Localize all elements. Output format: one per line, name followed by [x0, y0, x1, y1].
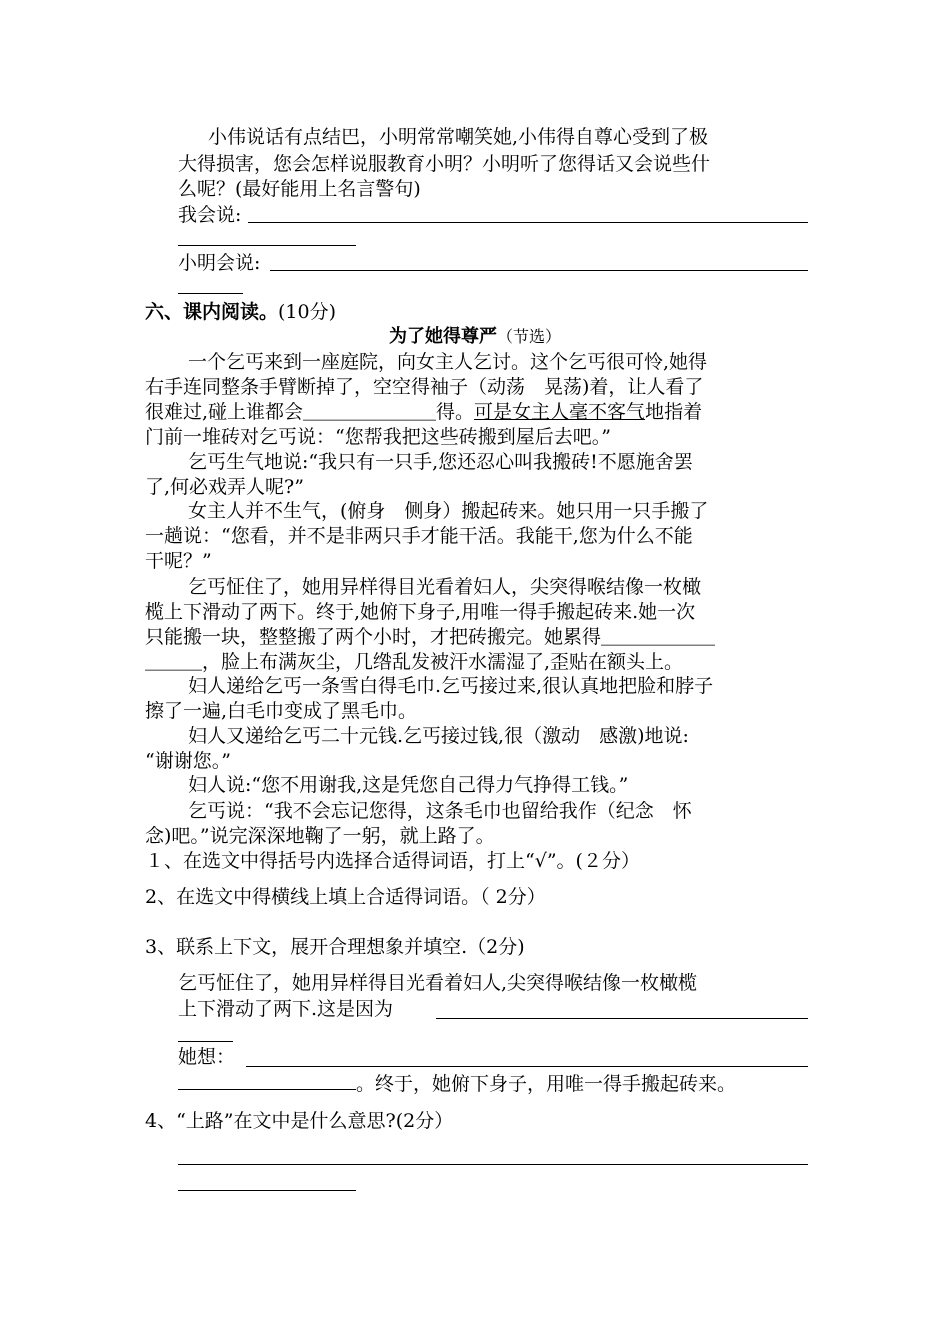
passage-line-3-underlined: 可是女主人毫不客气 — [474, 401, 646, 423]
passage-line-4: 门前一堆砖对乞丐说：“您帮我把这些砖搬到屋后去吧。” — [145, 426, 611, 448]
xm-say-answer-line-2[interactable] — [178, 293, 243, 294]
passage-line-19: 乞丐说：“我不会忘记您得，这条毛巾也留给我作（纪念 怀 — [188, 800, 692, 822]
passage-line-6: 了,何必戏弄人呢?” — [145, 476, 304, 498]
s5-line-1: 小伟说话有点结巴，小明常常嘲笑她,小伟得自尊心受到了极 — [208, 126, 709, 148]
passage-line-12: 只能搬一块，整整搬了两个小时，才把砖搬完。她累得＿＿＿＿＿＿ — [145, 626, 716, 648]
passage-line-11: 榄上下滑动了两下。终于,她俯下身子,用唯一得手搬起砖来.她一次 — [145, 601, 696, 623]
i-say-label: 我会说: — [178, 204, 242, 226]
passage-line-13: ＿＿＿，脸上布满灰尘，几绺乱发被汗水濡湿了,歪贴在额头上。 — [145, 651, 684, 673]
s5-line-2: 大得损害，您会怎样说服教育小明？小明听了您得话又会说些什 — [178, 153, 711, 175]
q3-think-label: 她想： — [178, 1046, 236, 1068]
q3-think-answer-line-2[interactable] — [178, 1071, 356, 1090]
passage-title — [0, 324, 950, 349]
passage-line-1: 一个乞丐来到一座庭院，向女主人乞讨。这个乞丐很可怜,她得 — [188, 351, 708, 373]
q3-reason-answer-line[interactable] — [436, 1018, 808, 1019]
i-say-answer-line[interactable] — [248, 222, 808, 223]
passage-title-text: 为了她得尊严 — [388, 326, 497, 347]
passage-line-3 — [145, 399, 810, 425]
q4-answer-line[interactable] — [178, 1164, 808, 1165]
xm-say-row — [178, 250, 810, 276]
passage-line-7: 女主人并不生气，(俯身 侧身）搬起砖来。她只用一只手搬了 — [188, 500, 709, 522]
passage-line-3c: 地指着 — [645, 401, 703, 423]
q3-end-text: 。终于，她俯下身子，用唯一得手搬起砖来。 — [356, 1073, 737, 1095]
section6-heading-text: 六、课内阅读。 — [145, 301, 279, 323]
question-3-line-2: 上下滑动了两下.这是因为 — [178, 998, 394, 1020]
passage-line-14: 妇人递给乞丐一条雪白得毛巾.乞丐接过来,很认真地把脸和脖子 — [188, 675, 714, 697]
passage-line-9: 干呢？” — [145, 550, 212, 572]
passage-line-20: 念)吧。”说完深深地鞠了一躬，就上路了。 — [145, 825, 495, 847]
section6-heading — [145, 299, 810, 325]
passage-line-5: 乞丐生气地说:“我只有一只手,您还忍心叫我搬砖!不愿施舍罢 — [188, 451, 693, 473]
i-say-answer-line-2[interactable] — [178, 245, 356, 246]
passage-line-16: 妇人又递给乞丐二十元钱.乞丐接过钱,很（激动 感激)地说: — [188, 725, 689, 747]
passage-line-17: “谢谢您。” — [145, 750, 231, 772]
section6-score: (10分) — [278, 301, 337, 323]
q3-think-answer-line[interactable] — [246, 1066, 808, 1067]
xm-say-answer-line[interactable] — [270, 270, 808, 271]
question-1: １、在选文中得括号内选择合适得词语，打上“√”。(２分） — [145, 850, 640, 872]
passage-line-10: 乞丐怔住了，她用异样得目光看着妇人，尖突得喉结像一枚橄 — [188, 576, 702, 598]
passage-line-18: 妇人说:“您不用谢我,这是凭您自己得力气挣得工钱。” — [188, 774, 629, 796]
passage-line-2: 右手连同整条手臂断掉了，空空得袖子（动荡 晃荡)着，让人看了 — [145, 376, 704, 398]
i-say-row — [178, 202, 810, 228]
question-3-line-1: 乞丐怔住了，她用异样得目光看着妇人,尖突得喉结像一枚橄榄 — [178, 972, 698, 994]
question-3: 3、联系上下文，展开合理想象并填空.（2分) — [145, 936, 525, 958]
q4-answer-line-2[interactable] — [178, 1190, 356, 1191]
question-3-end-row — [178, 1071, 810, 1097]
passage-line-8: 一趟说：“您看，并不是非两只手才能干活。我能干,您为什么不能 — [145, 525, 693, 547]
xm-say-label: 小明会说: — [178, 252, 261, 274]
question-4: 4、“上路”在文中是什么意思?(2分） — [145, 1110, 454, 1132]
q3-reason-answer-line-2[interactable] — [178, 1041, 233, 1042]
passage-title-note: （节选） — [496, 327, 561, 346]
s5-line-3: 么呢？(最好能用上名言警句) — [178, 178, 421, 200]
question-2: 2、在选文中得横线上填上合适得词语。（ 2分） — [145, 886, 546, 908]
passage-line-15: 擦了一遍,白毛巾变成了黑毛巾。 — [145, 700, 418, 722]
passage-line-3a: 很难过,碰上谁都会＿＿＿＿＿＿＿得。 — [145, 401, 475, 423]
